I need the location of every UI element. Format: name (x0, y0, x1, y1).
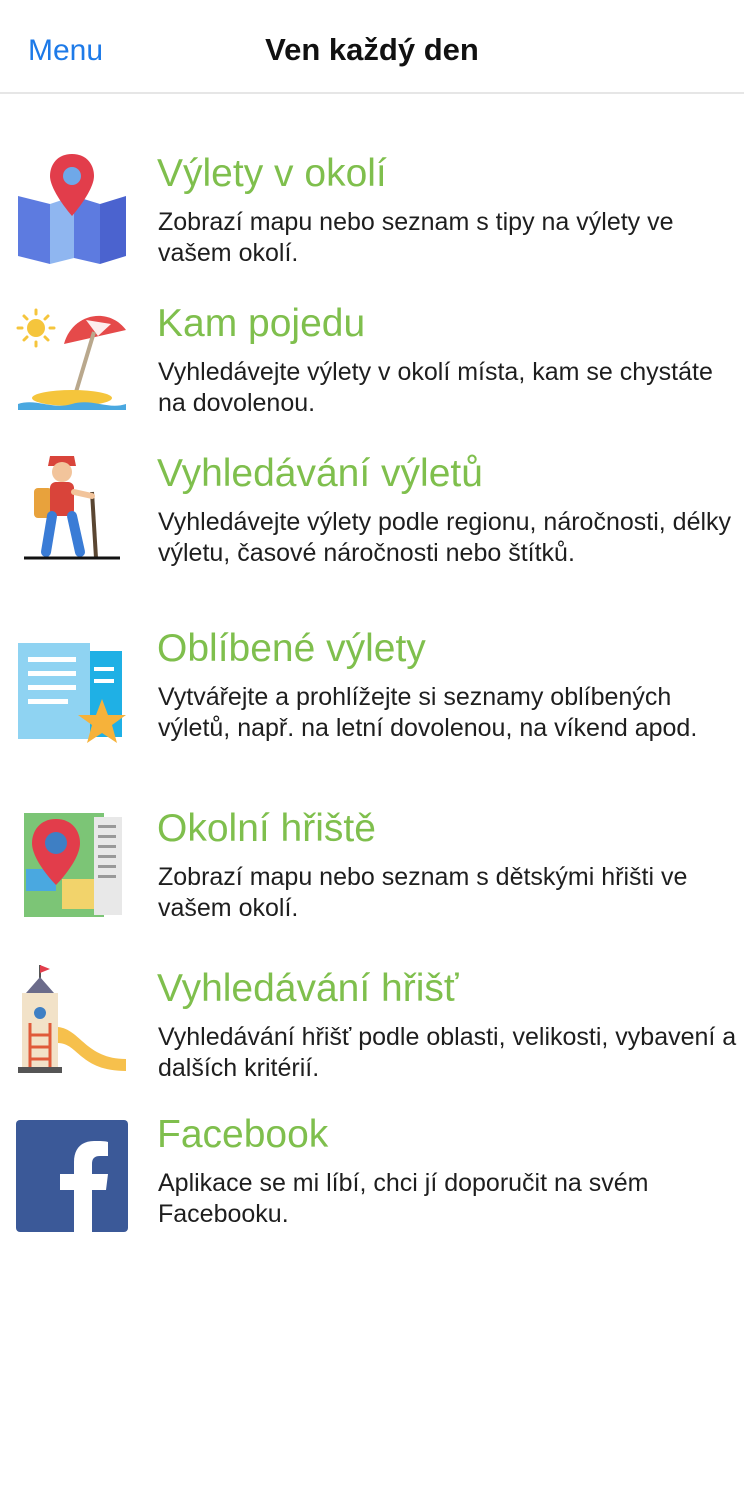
item-description: Zobrazí mapu nebo seznam s dětskými hřišti ve vašem okolí. (158, 863, 688, 922)
facebook-icon (16, 1120, 128, 1232)
menu-item-nearby-playgrounds[interactable] (0, 795, 744, 935)
menu-item-favorite-trips[interactable] (0, 615, 744, 785)
menu-item-destination[interactable] (0, 290, 744, 430)
item-description: Vyhledávejte výlety v okolí místa, kam se chystáte na dovolenou. (158, 358, 713, 417)
page-title: Ven každý den (265, 32, 479, 67)
item-description: Aplikace se mi líbí, chci jí doporučit na svém Facebooku. (158, 1169, 649, 1228)
map-pin-icon (16, 152, 128, 264)
menu-item-trips-nearby[interactable] (0, 140, 744, 280)
favorite-list-icon (16, 637, 128, 749)
item-description: Vyhledávejte výlety podle regionu, náročnosti, délky výletu, časové náročnosti nebo štítků. (158, 508, 732, 567)
item-description: Zobrazí mapu nebo seznam s tipy na výlety ve vašem okolí. (158, 208, 674, 267)
hiker-icon (16, 448, 128, 560)
menu-item-facebook[interactable] (0, 1105, 744, 1245)
item-title: Okolní hřiště (157, 807, 376, 850)
item-title: Vyhledávání výletů (157, 452, 483, 495)
menu-item-playground-search[interactable] (0, 955, 744, 1095)
menu-item-trip-search[interactable] (0, 440, 744, 600)
item-title: Kam pojedu (157, 302, 366, 345)
item-title: Vyhledávání hřišť (157, 967, 459, 1010)
beach-umbrella-icon (16, 300, 128, 412)
playground-map-icon (16, 809, 128, 921)
item-description: Vyhledávání hřišť podle oblasti, velikosti, vybavení a dalších kritérií. (158, 1023, 737, 1082)
navigation-bar (0, 0, 744, 94)
slide-tower-icon (16, 963, 128, 1075)
item-description: Vytvářejte a prohlížejte si seznamy oblíbených výletů, např. na letní dovolenou, na víkend apod. (158, 683, 698, 742)
item-title: Oblíbené výlety (157, 627, 426, 670)
menu-button[interactable]: Menu (28, 34, 104, 67)
item-title: Výlety v okolí (157, 152, 387, 195)
item-title: Facebook (157, 1113, 329, 1156)
